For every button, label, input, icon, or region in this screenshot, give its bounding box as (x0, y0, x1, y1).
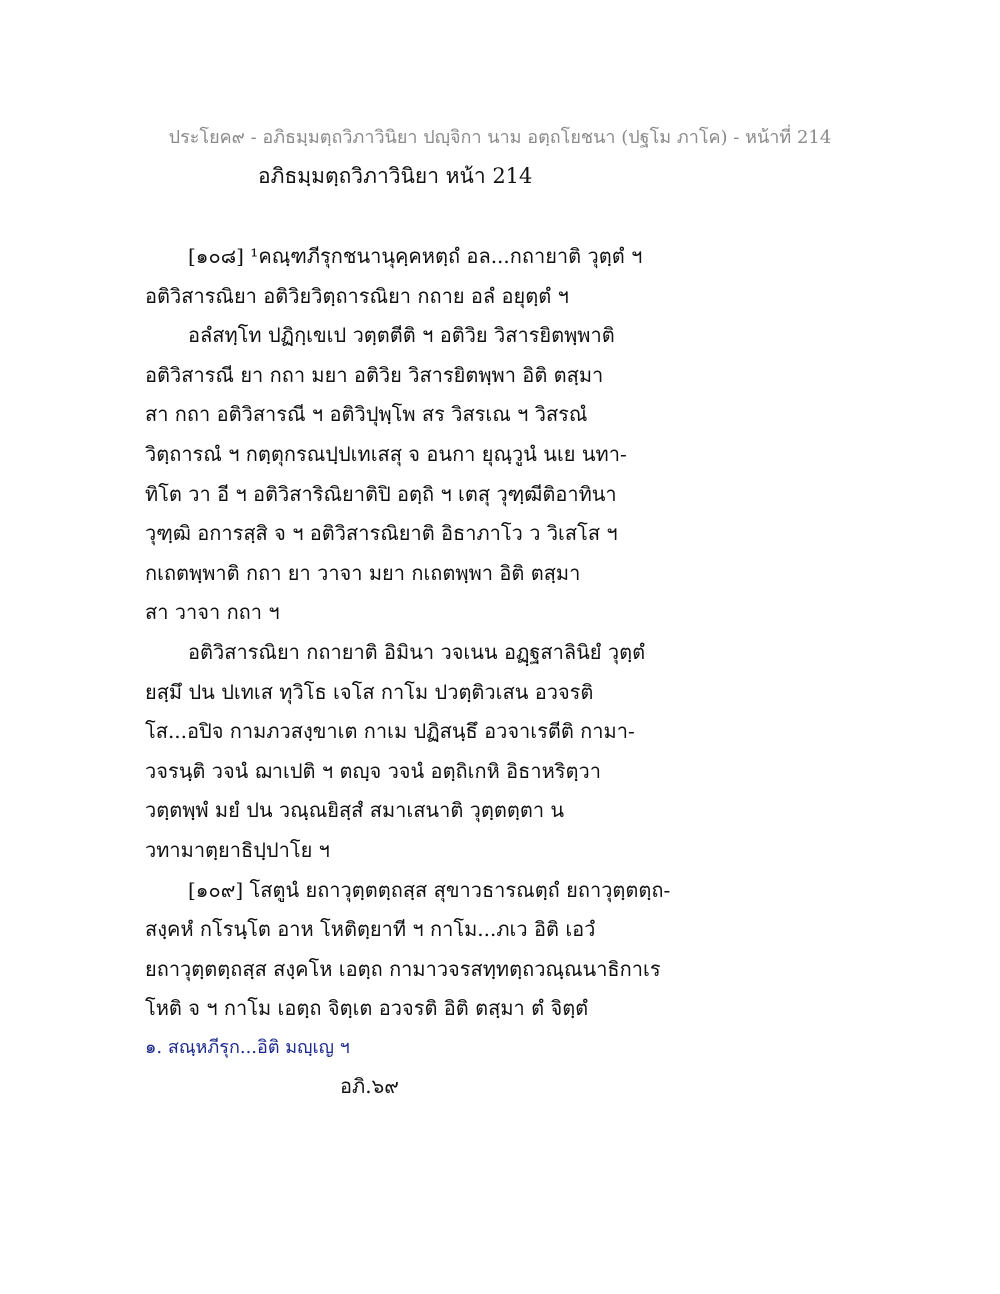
text-line: สา กถา อติวิสารณี ฯ อติวิปุพฺโพ สร วิสรเณ ฯ วิสรณํ (145, 402, 588, 427)
text-line: อติวิสารณิยา กถายาติ อิมินา วจเนน อฏฺฐสาลินิยํ วุตฺตํ (188, 639, 646, 664)
text-line: อติวิสารณี ยา กถา มยา อติวิย วิสารยิตพฺพา อิติ ตสฺมา (145, 362, 604, 387)
running-header-text: ประโยค๙ - อภิธมฺมตฺถวิภาวินิยา ปญฺจิกา นาม อตฺถโยชนา (ปฐโม ภาโค) - หน้าที่ 214 (168, 127, 832, 148)
text-line: อลํสทฺโท ปฏิกฺเขเป วตฺตตีติ ฯ อติวิย วิสารยิตพฺพาติ (188, 323, 615, 348)
text-line: วิตฺถารณํ ฯ กตฺตุกรณปฺปเทเสสุ จ อนกา ยุณฺวูนํ นเย นทา- (145, 441, 627, 466)
text-line: [๑๐๘] ¹คณฺฑภีรุกชนานุคฺคหตฺถํ อล...กถายาติ วุตฺตํ ฯ (188, 244, 643, 268)
text-line: สงฺคหํ กโรนฺโต อาห โหติตฺยาที ฯ กาโม...ภเว อิติ เอวํ (145, 917, 596, 942)
text-line: โหติ จ ฯ กาโม เอตฺถ จิตฺเต อวจรติ อิติ ตสฺมา ตํ จิตฺตํ (145, 996, 589, 1021)
text-line: ยสฺมึ ปน ปเทเส ทุวิโธ เจโส กาโม ปวตฺติวเสน อวจรติ (145, 679, 594, 704)
text-line: [๑๐๙] โสตูนํ ยถาวุตฺตตฺถสฺส สุขาวธารณตฺถํ ยถาวุตฺตตฺถ- (188, 877, 671, 902)
text-line: วุฑฺฒิ อการสฺสิ จ ฯ อติวิสารณิยาติ อิธาภาโว ว วิเสโส ฯ (145, 521, 618, 546)
page-heading: อภิธมฺมตฺถวิภาวินิยา หน้า 214 (258, 164, 533, 188)
body-text (145, 237, 671, 1029)
text-line: วทามาตฺยาธิปฺปาโย ฯ (145, 837, 330, 862)
text-line: อติวิสารณิยา อติวิยวิตฺถารณิยา กถาย อลํ อยุตฺตํ ฯ (145, 283, 569, 308)
text-line: ยถาวุตฺตตฺถสฺส สงฺคโห เอตฺถ กามาวจรสทฺทตฺถวณฺณนาธิกาเร (145, 956, 661, 981)
text-line: กเถตพฺพาติ กถา ยา วาจา มยา กเถตพฺพา อิติ ตสฺมา (145, 560, 581, 585)
text-line: สา วาจา กถา ฯ (145, 600, 280, 625)
text-line: โส...อปิจ กามภวสงฺขาเต กาเม ปฏิสนฺธึ อวจาเรตีติ กามา- (145, 719, 635, 744)
text-line: วจรนฺติ วจนํ ฌาเปติ ฯ ตญฺจ วจนํ อตฺถิเกหิ อิธาหริตฺวา (145, 758, 601, 783)
text-line: ทิโต วา อี ฯ อติวิสาริณิยาติปิ อตฺถิ ฯ เตสุ วุฑฺฒีติอาทินา (145, 481, 617, 506)
running-header (0, 122, 1000, 151)
text-line: วตฺตพฺพํ มยํ ปน วณฺณยิสฺสํ สมาเสนาติ วุตฺตตฺตา น (145, 798, 565, 823)
page-reference: อภิ.๖๙ (340, 1074, 399, 1098)
footnote: ๑. สณฺหภีรุก...อิติ มญฺเญ ฯ (145, 1037, 350, 1058)
